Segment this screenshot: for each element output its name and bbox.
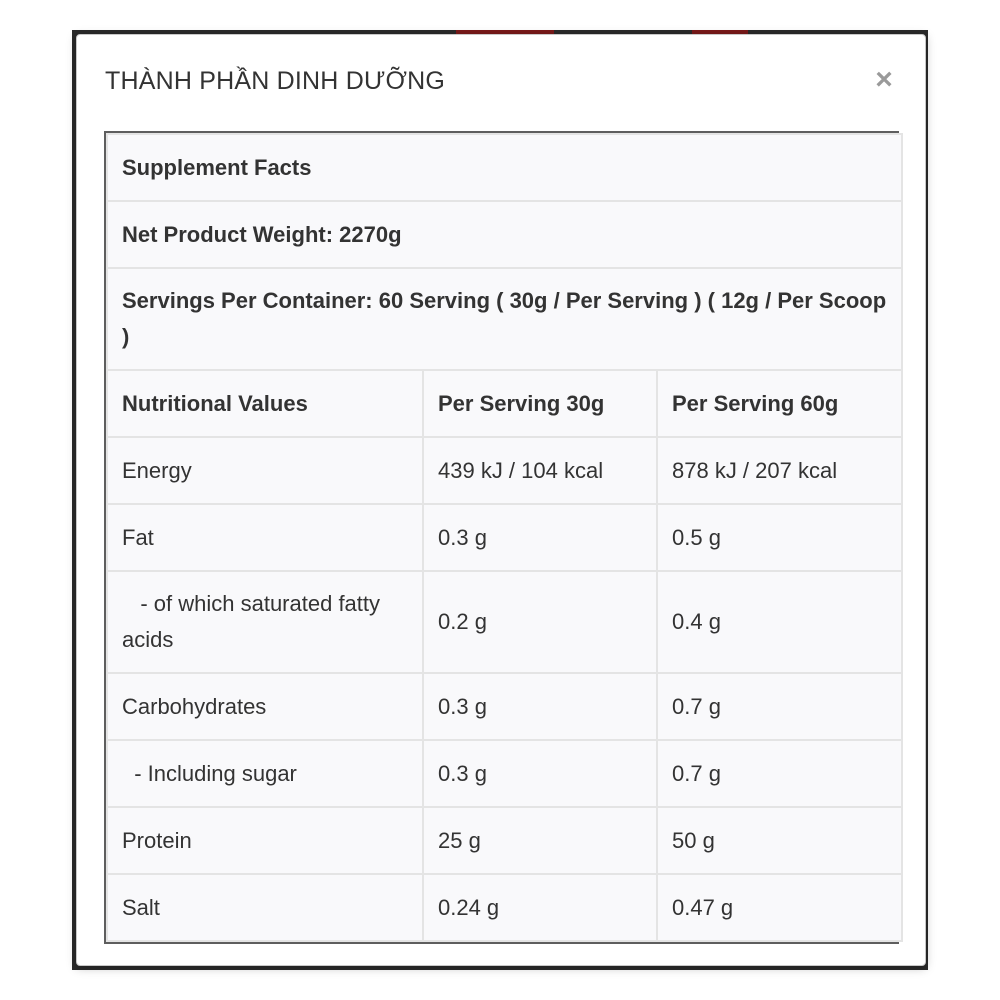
column-header: Nutritional Values bbox=[107, 370, 423, 437]
column-header: Per Serving 30g bbox=[423, 370, 657, 437]
nutrition-modal bbox=[76, 34, 926, 966]
value-60g: 0.4 g bbox=[657, 571, 902, 673]
table-row bbox=[107, 874, 902, 941]
supplement-facts-table bbox=[104, 131, 899, 944]
value-60g: 878 kJ / 207 kcal bbox=[657, 437, 902, 504]
nutrient-name-text: - Including sugar bbox=[134, 760, 297, 786]
value-30g: 25 g bbox=[423, 807, 657, 874]
nutrient-name-text: - of which saturated fatty acids bbox=[122, 591, 381, 652]
close-button[interactable] bbox=[871, 65, 897, 95]
nutrient-name bbox=[107, 740, 423, 807]
facts-heading: Supplement Facts bbox=[107, 134, 902, 201]
table-row bbox=[107, 504, 902, 571]
value-30g: 0.3 g bbox=[423, 504, 657, 571]
nutrient-name: Fat bbox=[107, 504, 423, 571]
nutrient-name: Carbohydrates bbox=[107, 673, 423, 740]
nutrient-name: Energy bbox=[107, 437, 423, 504]
value-60g: 0.47 g bbox=[657, 874, 902, 941]
nutrient-name: Salt bbox=[107, 874, 423, 941]
table-header-row bbox=[107, 370, 902, 437]
table-row bbox=[107, 740, 902, 807]
value-30g: 439 kJ / 104 kcal bbox=[423, 437, 657, 504]
value-60g: 0.7 g bbox=[657, 673, 902, 740]
table-row bbox=[107, 437, 902, 504]
value-60g: 0.7 g bbox=[657, 740, 902, 807]
column-header: Per Serving 60g bbox=[657, 370, 902, 437]
servings-info: Servings Per Container: 60 Serving ( 30g / Per Serving ) ( 12g / Per Scoop ) bbox=[107, 268, 902, 370]
value-30g: 0.3 g bbox=[423, 740, 657, 807]
nutrient-name: Protein bbox=[107, 807, 423, 874]
value-60g: 0.5 g bbox=[657, 504, 902, 571]
table-row bbox=[107, 201, 902, 268]
modal-title: THÀNH PHẦN DINH DƯỠNG bbox=[105, 67, 446, 95]
table-row bbox=[107, 268, 902, 370]
close-icon: × bbox=[875, 63, 893, 96]
table-row bbox=[107, 673, 902, 740]
value-60g: 50 g bbox=[657, 807, 902, 874]
table-row bbox=[107, 571, 902, 673]
net-weight: Net Product Weight: 2270g bbox=[107, 201, 902, 268]
table-row bbox=[107, 807, 902, 874]
value-30g: 0.3 g bbox=[423, 673, 657, 740]
value-30g: 0.24 g bbox=[423, 874, 657, 941]
value-30g: 0.2 g bbox=[423, 571, 657, 673]
nutrient-name bbox=[107, 571, 423, 673]
table-row bbox=[107, 134, 902, 201]
